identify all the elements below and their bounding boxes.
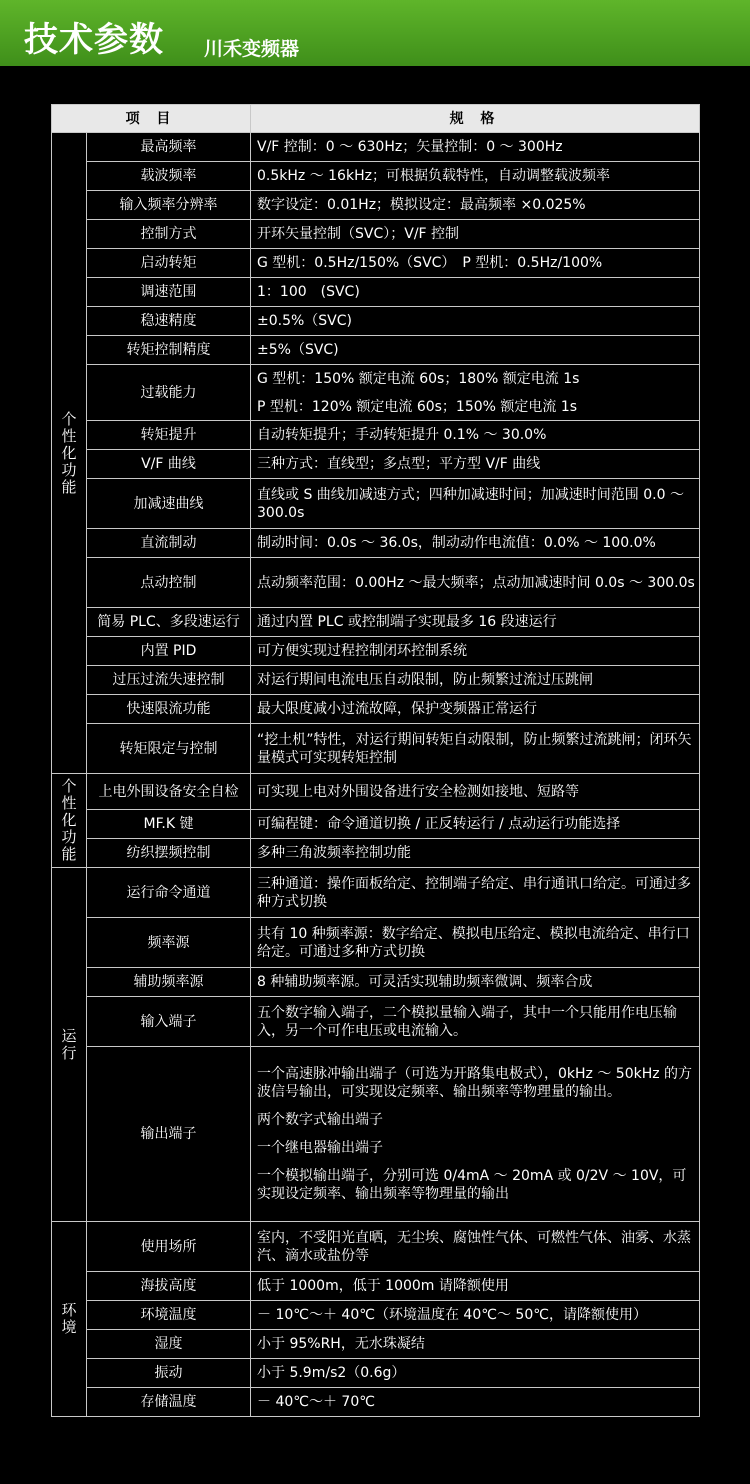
table-row: [52, 558, 700, 608]
page-subtitle: 川禾变频器: [204, 38, 300, 60]
item-spec: [251, 666, 700, 695]
item-spec: [251, 421, 700, 450]
item-name: MF.K 键: [87, 810, 251, 839]
item-spec: [251, 1359, 700, 1388]
spec-line: 点动频率范围：0.00Hz ～最大频率；点动加减速时间 0.0s ～ 300.0s: [257, 574, 695, 591]
item-spec: [251, 918, 700, 968]
item-spec: [251, 529, 700, 558]
spec-line: 制动时间：0.0s ～ 36.0s，制动动作电流值：0.0% ～ 100.0%: [257, 535, 656, 551]
item-name: 点动控制: [87, 558, 251, 608]
category-label: 运行: [61, 1026, 77, 1062]
spec-line: 0.5kHz ～ 16kHz；可根据负载特性，自动调整载波频率: [257, 168, 610, 184]
table-row: [52, 637, 700, 666]
spec-line: 直线或 S 曲线加减速方式；四种加减速时间；加减速时间范围 0.0 ～ 300.0s: [257, 486, 684, 521]
item-name: 启动转矩: [87, 249, 251, 278]
item-spec: [251, 162, 700, 191]
item-name: 过压过流失速控制: [87, 666, 251, 695]
spec-line: G 型机：150% 额定电流 60s；180% 额定电流 1s: [257, 370, 580, 387]
table-row: [52, 1301, 700, 1330]
table-row: [52, 608, 700, 637]
item-spec: [251, 191, 700, 220]
table-row: [52, 968, 700, 997]
item-name: 调速范围: [87, 278, 251, 307]
item-spec: [251, 249, 700, 278]
item-spec: [251, 1222, 700, 1272]
item-spec: [251, 220, 700, 249]
spec-line: 共有 10 种频率源：数字给定、模拟电压给定、模拟电流给定、串行口给定。可通过多种方式切换: [257, 925, 690, 960]
table-row: [52, 278, 700, 307]
table-row: [52, 666, 700, 695]
item-spec: [251, 968, 700, 997]
item-spec: [251, 1388, 700, 1417]
item-spec: [251, 450, 700, 479]
item-spec: [251, 868, 700, 918]
table-row: [52, 365, 700, 421]
item-name: 运行命令通道: [87, 868, 251, 918]
table-row: [52, 695, 700, 724]
item-name: 频率源: [87, 918, 251, 968]
spec-line: ±5%（SVC): [257, 342, 339, 358]
spec-line: － 40℃～＋ 70℃: [257, 1394, 375, 1410]
item-spec: [251, 839, 700, 868]
item-spec: [251, 695, 700, 724]
table-row: [52, 421, 700, 450]
item-name: 纺织摆频控制: [87, 839, 251, 868]
item-name: 存储温度: [87, 1388, 251, 1417]
spec-line: 对运行期间电流电压自动限制，防止频繁过流过压跳闸: [257, 672, 593, 688]
table-row: [52, 1330, 700, 1359]
item-spec: [251, 278, 700, 307]
category-cell: [52, 774, 87, 868]
item-spec: [251, 365, 700, 421]
table-row: [52, 918, 700, 968]
table-row: [52, 1359, 700, 1388]
table-row: [52, 868, 700, 918]
table-row: [52, 307, 700, 336]
item-name: 过载能力: [87, 365, 251, 421]
table-row: [52, 839, 700, 868]
spec-line: 一个高速脉冲输出端子（可选为开路集电极式），0kHz ～ 50kHz 的方波信号输出，可实现设定频率、输出频率等物理量的输出。: [257, 1066, 693, 1100]
spec-line: “挖土机”特性，对运行期间转矩自动限制，防止频繁过流跳闸；闭环矢量模式可实现转矩控制: [257, 731, 692, 766]
category-label: 个性化功能: [61, 409, 77, 496]
item-name: 稳速精度: [87, 307, 251, 336]
spec-line: 通过内置 PLC 或控制端子实现最多 16 段速运行: [257, 614, 557, 630]
item-name: 转矩控制精度: [87, 336, 251, 365]
spec-line: 小于 95%RH，无水珠凝结: [257, 1336, 425, 1352]
table-row: [52, 1222, 700, 1272]
item-name: 使用场所: [87, 1222, 251, 1272]
item-name: 简易 PLC、多段速运行: [87, 608, 251, 637]
item-name: 上电外围设备安全自检: [87, 774, 251, 810]
table-row: [52, 220, 700, 249]
spec-line: 三种通道：操作面板给定、控制端子给定、串行通讯口给定。可通过多种方式切换: [257, 875, 691, 910]
spec-line: 自动转矩提升；手动转矩提升 0.1% ～ 30.0%: [257, 427, 547, 443]
spec-line: 小于 5.9m/s2（0.6g）: [257, 1365, 406, 1381]
item-spec: [251, 637, 700, 666]
item-spec: [251, 133, 700, 162]
spec-line: 8 种辅助频率源。可灵活实现辅助频率微调、频率合成: [257, 974, 593, 990]
item-name: 加减速曲线: [87, 479, 251, 529]
item-spec: [251, 1330, 700, 1359]
item-name: 转矩限定与控制: [87, 724, 251, 774]
category-cell: [52, 133, 87, 774]
spec-line: 可编程键：命令通道切换 / 正反转运行 / 点动运行功能选择: [257, 816, 621, 832]
table-header-row: [52, 105, 700, 133]
table-row: [52, 162, 700, 191]
item-spec: [251, 997, 700, 1047]
title-banner: [0, 0, 750, 66]
spec-line: 三种方式：直线型；多点型；平方型 V/F 曲线: [257, 456, 541, 472]
spec-line: 两个数字式输出端子: [257, 1112, 383, 1128]
item-spec: [251, 608, 700, 637]
item-spec: [251, 724, 700, 774]
item-spec: [251, 558, 700, 608]
spec-line: 最大限度减小过流故障，保护变频器正常运行: [257, 701, 537, 717]
spec-line: G 型机：0.5Hz/150%（SVC） P 型机：0.5Hz/100%: [257, 255, 603, 271]
table-row: [52, 724, 700, 774]
item-name: 海拔高度: [87, 1272, 251, 1301]
category-label: 个性化功能: [61, 777, 77, 863]
table-row: [52, 1272, 700, 1301]
item-name: 直流制动: [87, 529, 251, 558]
item-name: 辅助频率源: [87, 968, 251, 997]
spec-line: 可实现上电对外围设备进行安全检测如接地、短路等: [257, 783, 579, 800]
item-name: 振动: [87, 1359, 251, 1388]
item-spec: [251, 479, 700, 529]
table-row: [52, 810, 700, 839]
item-name: 湿度: [87, 1330, 251, 1359]
table-row: [52, 133, 700, 162]
spec-line: － 10℃～＋ 40℃（环境温度在 40℃～ 50℃，请降额使用）: [257, 1307, 647, 1323]
table-row: [52, 774, 700, 810]
item-spec: [251, 1047, 700, 1222]
table-row: [52, 249, 700, 278]
page-title: 技术参数: [24, 20, 164, 60]
table-row: [52, 450, 700, 479]
table-row: [52, 997, 700, 1047]
item-spec: [251, 1301, 700, 1330]
spec-line: 一个模拟输出端子，分别可选 0/4mA ～ 20mA 或 0/2V ～ 10V，可实现设定频率、输出频率等物理量的输出: [257, 1168, 687, 1202]
item-name: 输出端子: [87, 1047, 251, 1222]
item-name: 环境温度: [87, 1301, 251, 1330]
spec-line: 可方便实现过程控制闭环控制系统: [257, 643, 467, 659]
spec-line: 一个继电器输出端子: [257, 1140, 383, 1156]
item-name: 载波频率: [87, 162, 251, 191]
spec-line: 低于 1000m，低于 1000m 请降额使用: [257, 1278, 509, 1294]
item-name: 输入频率分辨率: [87, 191, 251, 220]
spec-table: [51, 104, 700, 1417]
item-name: 输入端子: [87, 997, 251, 1047]
item-spec: [251, 774, 700, 810]
item-spec: [251, 336, 700, 365]
item-name: 最高频率: [87, 133, 251, 162]
category-label: 环境: [61, 1301, 77, 1336]
spec-line: ±0.5%（SVC): [257, 313, 352, 329]
item-name: 内置 PID: [87, 637, 251, 666]
item-spec: [251, 1272, 700, 1301]
item-spec: [251, 307, 700, 336]
spec-line: 1：100 (SVC): [257, 284, 360, 300]
table-row: [52, 479, 700, 529]
table-row: [52, 529, 700, 558]
table-row: [52, 191, 700, 220]
spec-line: P 型机：120% 额定电流 60s；150% 额定电流 1s: [257, 398, 578, 415]
category-cell: [52, 1222, 87, 1417]
category-cell: [52, 868, 87, 1222]
table-row: [52, 1047, 700, 1222]
spec-line: 室内，不受阳光直晒，无尘埃、腐蚀性气体、可燃性气体、油雾、水蒸汽、滴水或盐份等: [257, 1229, 691, 1264]
spec-line: 五个数字输入端子，二个模拟量输入端子，其中一个只能用作电压输入，另一个可作电压或电流输入。: [257, 1004, 677, 1039]
spec-line: 开环矢量控制（SVC）；V/F 控制: [257, 226, 460, 242]
column-header-spec: 规 格: [251, 105, 700, 133]
spec-line: 数字设定：0.01Hz；模拟设定：最高频率 ×0.025%: [257, 197, 586, 213]
item-spec: [251, 810, 700, 839]
spec-line: 多种三角波频率控制功能: [257, 845, 411, 861]
item-name: 转矩提升: [87, 421, 251, 450]
spec-line: V/F 控制：0 ～ 630Hz；矢量控制：0 ～ 300Hz: [257, 139, 563, 155]
table-body: [52, 133, 700, 1417]
item-name: 快速限流功能: [87, 695, 251, 724]
column-header-item: 项 目: [52, 105, 251, 133]
table-row: [52, 336, 700, 365]
item-name: V/F 曲线: [87, 450, 251, 479]
table-row: [52, 1388, 700, 1417]
item-name: 控制方式: [87, 220, 251, 249]
